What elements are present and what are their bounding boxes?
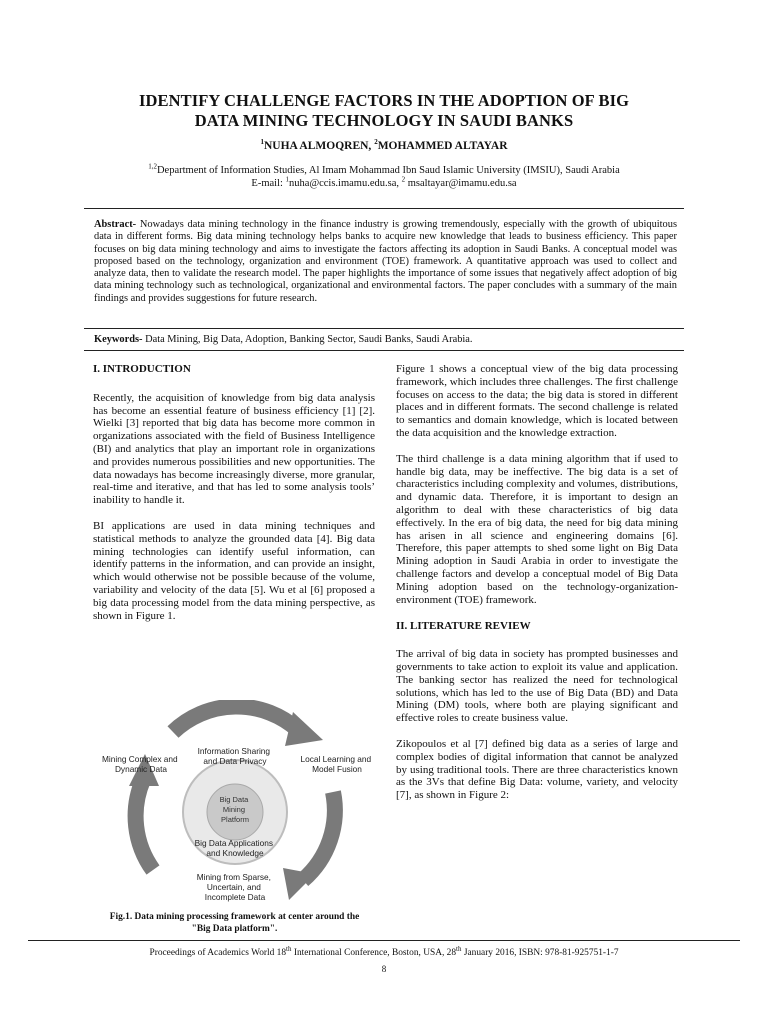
intro-paragraph-1: Recently, the acquisition of knowledge from big data analysis has become an essential feature of business efficiency [1] [2]. Wielki [3] reported that big data has become more common in organizations associated with the field of Business Intelligence (BI) and analytics that play an important role in organizations and provides numerous possibilities and new opportunities. The data nowadays has become increasingly diverse, more granular, real-time and iterative, and that has led to some analysis tools’ inability to handle it. xyxy=(93,391,375,507)
footer-sup-2: th xyxy=(456,944,462,953)
email-line xyxy=(70,177,698,190)
footer-text-3: January 2016, ISBN: 978-81-925751-1-7 xyxy=(461,948,619,958)
keywords-text: Data Mining, Big Data, Adoption, Banking Sector, Saudi Banks, Saudi Arabia. xyxy=(142,334,473,345)
right-paragraph-2: The third challenge is a data mining algorithm that if used to handle big data, may be ineffective. The big data is a set of characteristics including complexity and volumes, distributions, and dynamic data. Therefore, it is important to design an algorithm to deal with these characteristics of big data effectively. In the era of big data, the need for big data mining has arisen in all science and engineering domains [6]. Therefore, this paper attempts to shed some light on Big Data Mining adoption in Saudi Arabia in order to investigate the challenge factors and develop a conceptual model of Big Data Mining adoption based on the technology-organization-environment (TOE) framework. xyxy=(396,452,678,606)
email-1-marker: 1 xyxy=(285,175,290,184)
email-label: E-mail: xyxy=(251,178,286,189)
label-bottom: Mining from Sparse, Uncertain, and Incomplete Data xyxy=(196,872,271,902)
label-top: Information Sharing and Data Privacy xyxy=(197,746,271,766)
author-2-name: MOHAMMED ALTAYAR xyxy=(377,140,508,152)
abstract-label: Abstract- xyxy=(94,219,137,230)
title-line-1: IDENTIFY CHALLENGE FACTORS IN THE ADOPTION OF BIG xyxy=(138,91,630,110)
footer-text-1: Proceedings of Academics World 18 xyxy=(149,948,287,958)
abstract-top-rule xyxy=(84,208,684,209)
figure-1-diagram xyxy=(93,700,376,908)
author-2-marker: 2 xyxy=(374,138,378,147)
left-column xyxy=(93,363,375,622)
label-right: Local Learning and Model Fusion xyxy=(300,754,372,774)
author-list xyxy=(70,139,698,153)
section-heading-introduction: I. INTRODUCTION xyxy=(93,363,191,375)
keywords-top-rule xyxy=(84,328,684,329)
footer-rule xyxy=(28,940,740,941)
literature-paragraph-2: Zikopoulos et al [7] defined big data as a series of large and complex bodies of digital information that cannot be analyzed by using traditional tools. There are three characteristics known as the 3Vs that define Big Data: volume, variety, and velocity [7], as shown in Figure 2: xyxy=(396,737,678,802)
author-1-name: NUHA ALMOQREN, xyxy=(263,140,375,152)
footer-sup-1: th xyxy=(286,944,292,953)
keywords-label: Keywords- xyxy=(94,334,143,345)
email-1[interactable]: nuha@ccis.imamu.edu.sa, xyxy=(289,178,402,189)
affiliation-line xyxy=(70,164,698,177)
label-center: Big Data Mining Platform xyxy=(219,795,249,824)
figure-1 xyxy=(93,700,376,908)
right-paragraph-1: Figure 1 shows a conceptual view of the big data processing framework, which includes three challenges. The first challenge focuses on access to the data; the big data is stored in different places and in different formats. The second challenge is related to semantics and domain knowledge, which is located between the data acquisition and the knowledge extraction. xyxy=(396,363,678,439)
figure-1-caption xyxy=(93,912,376,935)
footer-text-2: International Conference, Boston, USA, 28 xyxy=(291,948,457,958)
cycle-arrow-left xyxy=(136,780,153,870)
proceedings-footer xyxy=(84,944,684,959)
label-left: Mining Complex and Dynamic Data xyxy=(102,754,178,774)
page-number: 8 xyxy=(381,964,387,974)
affiliation-text: Department of Information Studies, Al Imam Mohammad Ibn Saud Islamic University (IMSIU), Saudi Arabia xyxy=(156,165,620,176)
paper-title xyxy=(70,91,698,131)
affiliation-marker: 1,2 xyxy=(148,162,157,171)
affiliation-block xyxy=(70,164,698,190)
intro-paragraph-2: BI applications are used in data mining techniques and statistical methods to analyze the grounded data [4]. Big data mining technologies can identify useful information, can identify patterns in the information, and can provide an insight, which would otherwise not be possible because of the volume, variability and velocity of the data [5]. Wu et al [6] proposed a big data processing model from the data mining perspective, as shown in Figure 1. xyxy=(93,519,375,622)
keywords-bottom-rule xyxy=(84,350,684,351)
author-1-marker: 1 xyxy=(260,138,264,147)
email-2-marker: 2 xyxy=(401,175,406,184)
right-column xyxy=(396,363,678,802)
abstract xyxy=(94,219,677,305)
abstract-text: Nowadays data mining technology in the finance industry is growing tremendously, especially with the growth of ubiquitous data in different forms. Big data mining technology helps banks to acquire new knowledge that leads to business efficiency. This paper focuses on big data mining technology and aims to investigate the factors affecting its adoption in Saudi Banks. A conceptual model was proposed based on the technology, organization and environment (TOE) framework. A quantitative approach was used to collect and analyze data, then to validate the research model. The paper highlights the importance of some issues that negatively affect adoption of big data mining technology such as technological, organizational and environmental factors. The paper concludes with a summary of the main findings and provides suggestions for future research. xyxy=(94,219,677,304)
section-heading-literature-review: II. LITERATURE REVIEW xyxy=(396,620,531,633)
label-inner-bottom: Big Data Applications and Knowledge xyxy=(194,838,274,858)
cycle-arrow-right xyxy=(303,792,335,880)
figure-caption-line-1: Fig.1. Data mining processing framework at center around the xyxy=(109,912,360,922)
title-line-2: DATA MINING TECHNOLOGY IN SAUDI BANKS xyxy=(194,111,574,130)
figure-caption-line-2: "Big Data platform". xyxy=(191,923,278,934)
email-2[interactable]: msaltayar@imamu.edu.sa xyxy=(405,178,517,189)
cycle-arrow-top xyxy=(173,706,298,732)
literature-paragraph-1: The arrival of big data in society has prompted businesses and governments to take action to exploit its value and application. The banking sector has realized the need for technological solutions, which has led to the use of Big Data (BD) and Data Mining (DM) tools, where both are playing significant and effective roles to create business value. xyxy=(396,648,678,725)
keywords xyxy=(94,334,677,346)
